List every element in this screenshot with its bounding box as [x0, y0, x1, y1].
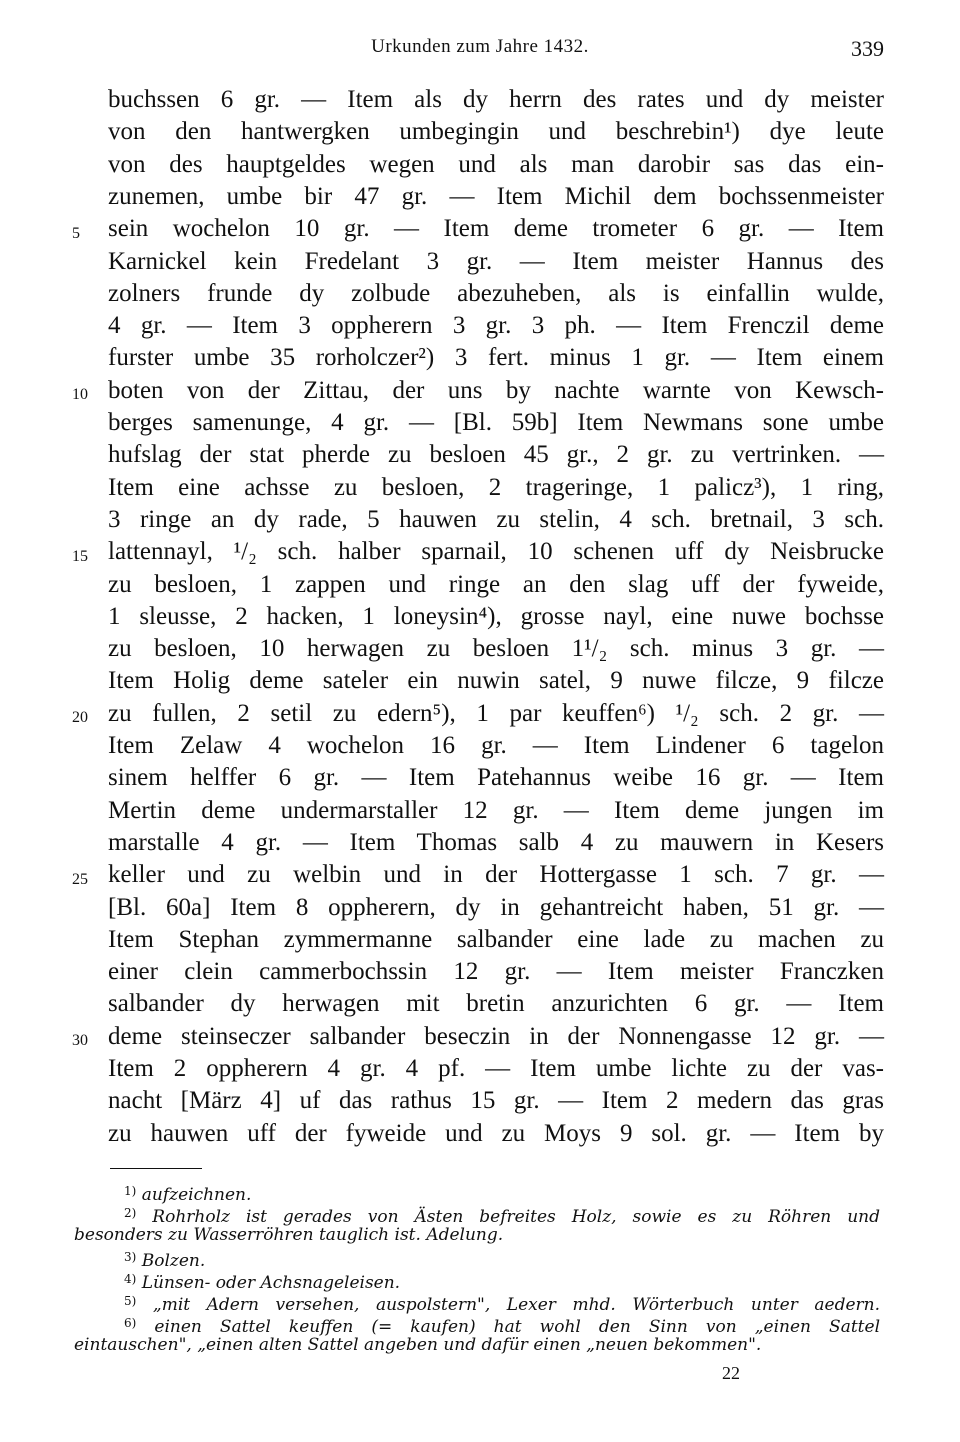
footnote [124, 1312, 881, 1337]
footnote-text: einen Sattel keuffen (= kaufen) hat wohl den Sinn von „einen Sattel [154, 1317, 881, 1337]
signature-mark: 22 [722, 1363, 740, 1383]
text-line: zu hauwen uff der fyweide und zu Moys 9 sol. gr. — Item by [108, 1119, 884, 1147]
text-line: nacht [März 4] uf das rathus 15 gr. — Item 2 medern das gras [108, 1087, 884, 1115]
footnote-continuation [74, 1334, 761, 1356]
text-line: marstalle 4 gr. — Item Thomas salb 4 zu mauwern in Kesers [108, 828, 884, 856]
footnote-text: Lünsen- oder Achsnageleisen. [141, 1273, 401, 1293]
line-number: 25 [72, 871, 88, 888]
line-number: 10 [72, 386, 88, 403]
footnote-rule [110, 1168, 202, 1169]
text-line: Item Zelaw 4 wochelon 16 gr. — Item Lindener 6 tagelon [108, 732, 884, 759]
text-line: 3 ringe an dy rade, 5 hauwen zu stelin, 4 sch. bretnail, 3 sch. [108, 505, 884, 533]
text-line: zolners frunde dy zolbude abezuheben, als is einfallin wulde, [108, 279, 884, 307]
footnote-text: „mit Adern versehen, auspolstern", Lexer mhd. Wörterbuch unter aedern. [152, 1295, 881, 1315]
text-line: keller und zu welbin und in der Hottergasse 1 sch. 7 gr. — [108, 861, 884, 889]
running-head [0, 36, 960, 60]
footnote-marker: 3) [124, 1250, 137, 1264]
text-line: 1 sleusse, 2 hacken, 1 loneysin⁴), grosse nayl, eine nuwe bochsse [108, 602, 884, 630]
text-line: Karnickel kein Fredelant 3 gr. — Item meister Hannus des [108, 247, 884, 275]
text-line: buchssen 6 gr. — Item als dy herrn des rates und dy meister [108, 86, 884, 113]
footnote-text: eintauschen", „einen alten Sattel angeben und dafür einen „neuen bekommen". [74, 1335, 762, 1355]
footnote-text: besonders zu Wasserröhren tauglich ist. Adelung. [74, 1225, 504, 1245]
footnote-marker: 6) [124, 1316, 137, 1330]
text-line: lattennayl, ¹/₂ sch. halber sparnail, 10 schenen uff dy Neisbrucke [108, 538, 884, 566]
text-line: sein wochelon 10 gr. — Item deme trometer 6 gr. — Item [108, 215, 884, 243]
text-line: Mertin deme undermarstaller 12 gr. — Item deme jungen im [108, 796, 884, 824]
footnote-text: Bolzen. [141, 1251, 206, 1271]
text-line: deme steinseczer salbander beseczin in der Nonnengasse 12 gr. — [108, 1022, 884, 1050]
text-line: zunemen, umbe bir 47 gr. — Item Michil dem bochssenmeister [108, 182, 884, 210]
text-line: Item eine achsse zu besloen, 2 trageringe, 1 palicz³), 1 ring, [108, 473, 884, 501]
footnote-text: aufzeichnen. [141, 1185, 252, 1205]
text-line: 4 gr. — Item 3 oppherern 3 gr. 3 ph. — Item Frenczil deme [108, 312, 884, 340]
text-line: von den hantwergken umbegingin und beschrebin¹) dye leute [108, 118, 884, 146]
footnote-continuation [74, 1224, 503, 1246]
text-line: boten von der Zittau, der uns by nachte warnte von Kewsch- [108, 376, 884, 404]
text-line: furster umbe 35 rorholczer²) 3 fert. minus 1 gr. — Item einem [108, 344, 884, 372]
page-number: 339 [851, 36, 884, 61]
footnote [124, 1268, 401, 1293]
text-line: sinem helffer 6 gr. — Item Patehannus weibe 16 gr. — Item [108, 764, 884, 792]
footnote-marker: 4) [124, 1272, 137, 1286]
footnote-marker: 2) [124, 1206, 137, 1220]
text-line: zu besloen, 10 herwagen zu besloen 1¹/₂ sch. minus 3 gr. — [108, 635, 884, 663]
footnote-marker: 1) [124, 1184, 137, 1198]
text-line: zu fullen, 2 setil zu edern⁵), 1 par keuffen⁶) ¹/₂ sch. 2 gr. — [108, 699, 884, 727]
text-line: Item Stephan zymmermanne salbander eine lade zu machen zu [108, 925, 884, 953]
text-line: berges samenunge, 4 gr. — [Bl. 59b] Item Newmans sone umbe [108, 409, 884, 436]
text-line: von des hauptgeldes wegen und als man darobir sas das ein- [108, 150, 884, 178]
text-line: hufslag der stat pherde zu besloen 45 gr., 2 gr. zu vertrinken. — [108, 441, 884, 469]
footnote [124, 1180, 252, 1205]
footnote-text: Rohrholz ist gerades von Ästen befreites Holz, sowie es zu Röhren und [152, 1207, 880, 1227]
text-line: salbander dy herwagen mit bretin anzurichten 6 gr. — Item [108, 990, 884, 1018]
text-line: einer clein cammerbochssin 12 gr. — Item meister Franczken [108, 958, 884, 986]
text-line: [Bl. 60a] Item 8 oppherern, dy in gehantreicht haben, 51 gr. — [108, 893, 884, 921]
footnote [124, 1290, 881, 1315]
text-line: zu besloen, 1 zappen und ringe an den slag uff der fyweide, [108, 570, 884, 598]
text-line: Item Holig deme sateler ein nuwin satel, 9 nuwe filcze, 9 filcze [108, 667, 884, 695]
footnote [124, 1246, 206, 1271]
line-number: 15 [72, 548, 88, 565]
line-number: 5 [72, 225, 80, 242]
footnote [124, 1202, 880, 1227]
running-title: Urkunden zum Jahre 1432. [371, 36, 589, 57]
line-number: 30 [72, 1032, 88, 1049]
text-line: Item 2 oppherern 4 gr. 4 pf. — Item umbe lichte zu der vas- [108, 1055, 884, 1082]
footnote-marker: 5) [124, 1294, 137, 1308]
line-number: 20 [72, 709, 88, 726]
